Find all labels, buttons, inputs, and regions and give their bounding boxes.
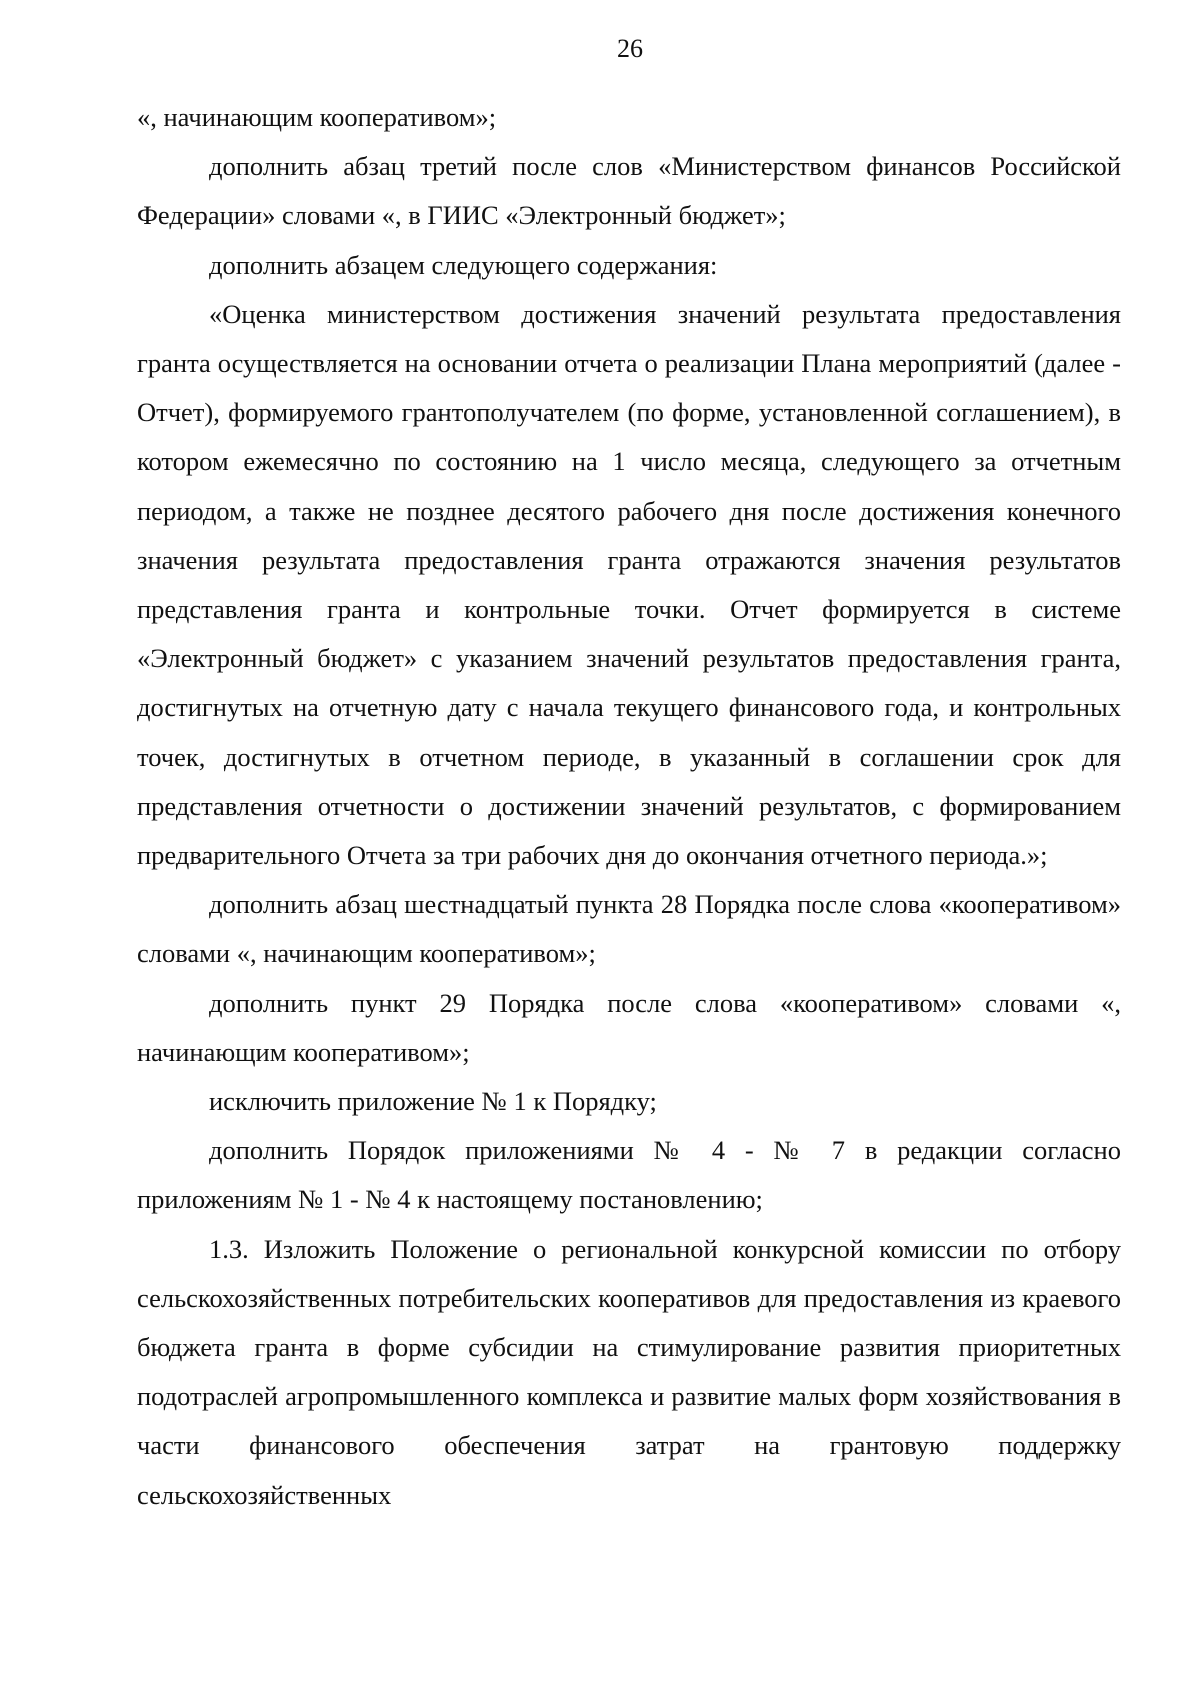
paragraph-2: дополнить абзац третий после слов «Министерством финансов Российской Федерации» словами «, в ГИИС «Электронный бюджет»; [137, 151, 1121, 231]
paragraph-4: «Оценка министерством достижения значений результата предоставления гранта осуществляется на основании отчета о реализации Плана мероприятий (далее - Отчет), формируемого грантополучателем (по форме, установленной соглашением), в котором ежемесячно по состоянию на 1 число месяца, следующего за отчетным периодом, а также не позднее десятого рабочего дня после достижения конечного значения результата предоставления гранта отражаются значения результатов представления гранта и контрольные точки. Отчет формируется в системе «Электронный бюджет» с указанием значений результатов предоставления гранта, достигнутых на отчетную дату с начала текущего финансового года, и контрольных точек, достигнутых в отчетном периоде, в указанный в соглашении срок для представления отчетности о достижении значений результатов, с формированием предварительного Отчета за три рабочих дня до окончания отчетного периода.»; [137, 298, 1121, 871]
paragraph-9: 1.3. Изложить Положение о региональной конкурсной комиссии по отбору сельскохозяйственных потребительских кооперативов для предоставления из краевого бюджета гранта в форме субсидии на стимулирование развития приоритетных подотраслей агропромышленного комплекса и развитие малых форм хозяйствования в части финансового обеспечения затрат на грантовую поддержку сельскохозяйственных [137, 1233, 1121, 1510]
paragraph-6: дополнить пункт 29 Порядка после слова «кооперативом» словами «, начинающим кооперативом»; [137, 987, 1121, 1067]
paragraph-7: исключить приложение № 1 к Порядку; [209, 1086, 657, 1117]
paragraph-3: дополнить абзацем следующего содержания: [209, 249, 718, 280]
paragraph-1: «, начинающим кооперативом»; [137, 102, 497, 132]
page-number: 26 [617, 34, 643, 63]
paragraph-5: дополнить абзац шестнадцатый пункта 28 Порядка после слова «кооперативом» словами «, начинающим кооперативом»; [137, 889, 1121, 969]
document-body [137, 93, 1121, 1520]
paragraph-8: дополнить Порядок приложениями № 4 - № 7 в редакции согласно приложениям № 1 - № 4 к настоящему постановлению; [137, 1135, 1121, 1215]
